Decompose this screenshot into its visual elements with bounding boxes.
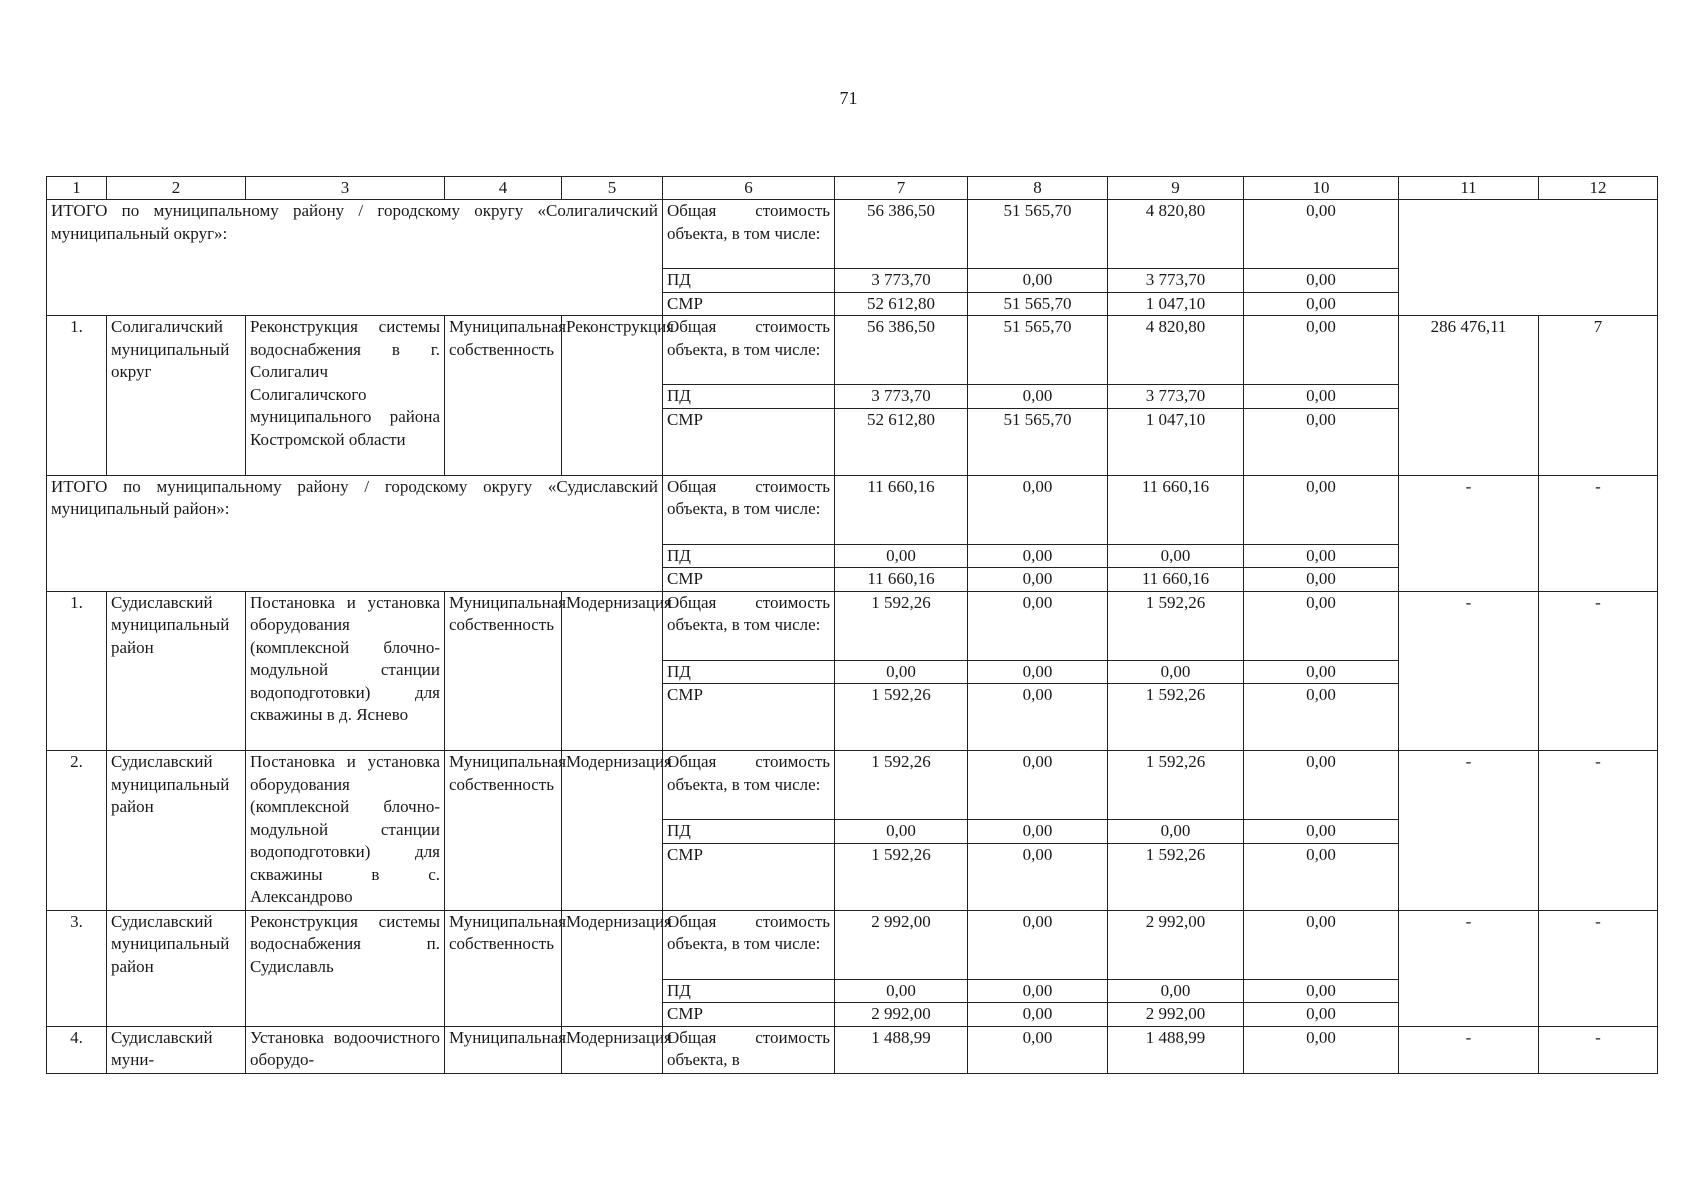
smr-label: СМР bbox=[663, 684, 835, 751]
item-ownership: Муниципальная собственность bbox=[445, 910, 562, 1026]
value-col7: 56 386,50 bbox=[835, 316, 968, 385]
value-col8: 0,00 bbox=[968, 385, 1108, 409]
group-total-row bbox=[47, 475, 1658, 544]
total-cost-label: Общая стоимость объекта, в том числе: bbox=[663, 591, 835, 660]
value-col8: 0,00 bbox=[968, 568, 1108, 592]
item-ownership: Муниципальная bbox=[445, 1026, 562, 1073]
value-col7: 1 592,26 bbox=[835, 751, 968, 820]
column-number: 2 bbox=[107, 177, 246, 200]
item-number: 3. bbox=[47, 910, 107, 1026]
value-col12: - bbox=[1539, 591, 1658, 751]
value-col7: 1 488,99 bbox=[835, 1026, 968, 1073]
total-cost-label: Общая стоимость объекта, в том числе: bbox=[663, 200, 835, 269]
item-object: Реконструкция системы водоснабжения п. Судиславль bbox=[246, 910, 445, 1026]
value-col7: 3 773,70 bbox=[835, 269, 968, 293]
item-row bbox=[47, 751, 1658, 820]
value-col8: 0,00 bbox=[968, 269, 1108, 293]
item-work-type: Модернизация bbox=[562, 591, 663, 751]
item-municipality: Судиславский муниципальный район bbox=[107, 751, 246, 911]
item-work-type: Модернизация bbox=[562, 751, 663, 911]
pd-label: ПД bbox=[663, 979, 835, 1003]
value-col7: 1 592,26 bbox=[835, 591, 968, 660]
item-object: Постановка и установка оборудования (комплексной блочно-модульной станции водоподготовки) для скважины в с. Александрово bbox=[246, 751, 445, 911]
value-col7: 52 612,80 bbox=[835, 408, 968, 475]
value-col10: 0,00 bbox=[1244, 591, 1399, 660]
value-col7: 1 592,26 bbox=[835, 843, 968, 910]
column-number: 10 bbox=[1244, 177, 1399, 200]
value-col12: 7 bbox=[1539, 316, 1658, 476]
value-col10: 0,00 bbox=[1244, 475, 1399, 544]
value-col12: - bbox=[1539, 475, 1658, 591]
pd-label: ПД bbox=[663, 660, 835, 684]
pd-label: ПД bbox=[663, 385, 835, 409]
value-col10: 0,00 bbox=[1244, 544, 1399, 568]
value-col10: 0,00 bbox=[1244, 751, 1399, 820]
value-col9: 11 660,16 bbox=[1108, 475, 1244, 544]
item-number: 1. bbox=[47, 316, 107, 476]
group-total-row bbox=[47, 200, 1658, 269]
value-col9: 0,00 bbox=[1108, 820, 1244, 844]
item-ownership: Муниципальная собственность bbox=[445, 751, 562, 911]
value-col8: 51 565,70 bbox=[968, 408, 1108, 475]
value-col10: 0,00 bbox=[1244, 292, 1399, 316]
value-col10: 0,00 bbox=[1244, 316, 1399, 385]
smr-label: СМР bbox=[663, 1003, 835, 1027]
item-number: 4. bbox=[47, 1026, 107, 1073]
value-col10: 0,00 bbox=[1244, 979, 1399, 1003]
value-col9: 1 592,26 bbox=[1108, 591, 1244, 660]
value-col9: 0,00 bbox=[1108, 660, 1244, 684]
pd-label: ПД bbox=[663, 820, 835, 844]
value-col9: 4 820,80 bbox=[1108, 316, 1244, 385]
value-col10: 0,00 bbox=[1244, 200, 1399, 269]
value-col10: 0,00 bbox=[1244, 684, 1399, 751]
value-col7: 0,00 bbox=[835, 820, 968, 844]
column-number: 9 bbox=[1108, 177, 1244, 200]
value-col8: 0,00 bbox=[968, 910, 1108, 979]
value-col11: - bbox=[1399, 475, 1539, 591]
value-col7: 3 773,70 bbox=[835, 385, 968, 409]
value-col12: - bbox=[1539, 1026, 1658, 1073]
column-number: 3 bbox=[246, 177, 445, 200]
item-row bbox=[47, 591, 1658, 660]
value-col9: 1 488,99 bbox=[1108, 1026, 1244, 1073]
value-col8: 0,00 bbox=[968, 820, 1108, 844]
item-municipality: Судиславский муниципальный район bbox=[107, 591, 246, 751]
item-object: Установка водоочистного оборудо- bbox=[246, 1026, 445, 1073]
column-number: 8 bbox=[968, 177, 1108, 200]
value-col8: 0,00 bbox=[968, 591, 1108, 660]
value-col11: - bbox=[1399, 751, 1539, 911]
value-col10: 0,00 bbox=[1244, 660, 1399, 684]
value-col8: 0,00 bbox=[968, 979, 1108, 1003]
value-col9: 0,00 bbox=[1108, 544, 1244, 568]
column-number: 1 bbox=[47, 177, 107, 200]
value-col8: 51 565,70 bbox=[968, 200, 1108, 269]
value-col9: 1 592,26 bbox=[1108, 751, 1244, 820]
value-col7: 2 992,00 bbox=[835, 910, 968, 979]
smr-label: СМР bbox=[663, 843, 835, 910]
value-col7: 0,00 bbox=[835, 979, 968, 1003]
value-col12: - bbox=[1539, 751, 1658, 911]
value-col9: 4 820,80 bbox=[1108, 200, 1244, 269]
value-col7: 2 992,00 bbox=[835, 1003, 968, 1027]
value-col10: 0,00 bbox=[1244, 568, 1399, 592]
column-number: 7 bbox=[835, 177, 968, 200]
value-col8: 0,00 bbox=[968, 544, 1108, 568]
value-col12: - bbox=[1539, 910, 1658, 1026]
smr-label: СМР bbox=[663, 568, 835, 592]
value-col10: 0,00 bbox=[1244, 910, 1399, 979]
group-total-label: ИТОГО по муниципальному району / городскому округу «Солигаличский муниципальный округ»: bbox=[47, 200, 663, 316]
item-object: Реконструкция системы водоснабжения в г. Солигалич Солигаличского муниципального района Костромской области bbox=[246, 316, 445, 476]
page-number: 71 bbox=[839, 88, 858, 108]
value-col10: 0,00 bbox=[1244, 843, 1399, 910]
value-col8: 0,00 bbox=[968, 475, 1108, 544]
investment-table bbox=[46, 176, 1658, 1074]
value-col8: 51 565,70 bbox=[968, 316, 1108, 385]
column-number: 5 bbox=[562, 177, 663, 200]
value-col11: - bbox=[1399, 591, 1539, 751]
value-col9: 1 047,10 bbox=[1108, 408, 1244, 475]
item-number: 2. bbox=[47, 751, 107, 911]
value-col9: 11 660,16 bbox=[1108, 568, 1244, 592]
item-municipality: Солигаличский муниципальный округ bbox=[107, 316, 246, 476]
value-col11: - bbox=[1399, 910, 1539, 1026]
value-col8: 0,00 bbox=[968, 1003, 1108, 1027]
smr-label: СМР bbox=[663, 292, 835, 316]
pd-label: ПД bbox=[663, 269, 835, 293]
item-row bbox=[47, 1026, 1658, 1073]
item-row bbox=[47, 910, 1658, 979]
item-ownership: Муниципальная собственность bbox=[445, 591, 562, 751]
total-cost-label: Общая стоимость объекта, в том числе: bbox=[663, 475, 835, 544]
item-ownership: Муниципальная собственность bbox=[445, 316, 562, 476]
value-col7: 1 592,26 bbox=[835, 684, 968, 751]
value-col8: 51 565,70 bbox=[968, 292, 1108, 316]
value-col9: 2 992,00 bbox=[1108, 1003, 1244, 1027]
value-col7: 56 386,50 bbox=[835, 200, 968, 269]
value-col10: 0,00 bbox=[1244, 269, 1399, 293]
value-col11: - bbox=[1399, 1026, 1539, 1073]
value-col10: 0,00 bbox=[1244, 1026, 1399, 1073]
column-number-row bbox=[47, 177, 1658, 200]
value-col8: 0,00 bbox=[968, 751, 1108, 820]
total-cost-label: Общая стоимость объекта, в том числе: bbox=[663, 910, 835, 979]
group-total-label: ИТОГО по муниципальному району / городскому округу «Судиславский муниципальный район»: bbox=[47, 475, 663, 591]
total-cost-label: Общая стоимость объекта, в том числе: bbox=[663, 751, 835, 820]
value-col7: 52 612,80 bbox=[835, 292, 968, 316]
smr-label: СМР bbox=[663, 408, 835, 475]
item-row bbox=[47, 316, 1658, 385]
value-col9: 2 992,00 bbox=[1108, 910, 1244, 979]
item-object: Постановка и установка оборудования (комплексной блочно-модульной станции водоподготовки) для скважины в д. Яснево bbox=[246, 591, 445, 751]
value-col8: 0,00 bbox=[968, 660, 1108, 684]
item-work-type: Реконструкция bbox=[562, 316, 663, 476]
item-work-type: Модернизация bbox=[562, 1026, 663, 1073]
value-col9: 3 773,70 bbox=[1108, 385, 1244, 409]
value-col10: 0,00 bbox=[1244, 820, 1399, 844]
value-col8: 0,00 bbox=[968, 684, 1108, 751]
pd-label: ПД bbox=[663, 544, 835, 568]
item-work-type: Модернизация bbox=[562, 910, 663, 1026]
value-col9: 1 592,26 bbox=[1108, 843, 1244, 910]
value-col10: 0,00 bbox=[1244, 1003, 1399, 1027]
value-col7: 0,00 bbox=[835, 660, 968, 684]
column-number: 6 bbox=[663, 177, 835, 200]
value-col9: 3 773,70 bbox=[1108, 269, 1244, 293]
value-col8: 0,00 bbox=[968, 1026, 1108, 1073]
item-municipality: Судиславский муниципальный район bbox=[107, 910, 246, 1026]
value-col9: 1 592,26 bbox=[1108, 684, 1244, 751]
value-col11-12 bbox=[1399, 200, 1658, 316]
value-col10: 0,00 bbox=[1244, 408, 1399, 475]
column-number: 11 bbox=[1399, 177, 1539, 200]
value-col7: 11 660,16 bbox=[835, 568, 968, 592]
item-municipality: Судиславский муни- bbox=[107, 1026, 246, 1073]
value-col9: 0,00 bbox=[1108, 979, 1244, 1003]
value-col7: 0,00 bbox=[835, 544, 968, 568]
value-col8: 0,00 bbox=[968, 843, 1108, 910]
column-number: 12 bbox=[1539, 177, 1658, 200]
column-number: 4 bbox=[445, 177, 562, 200]
value-col7: 11 660,16 bbox=[835, 475, 968, 544]
item-number: 1. bbox=[47, 591, 107, 751]
total-cost-label: Общая стоимость объекта, в bbox=[663, 1026, 835, 1073]
value-col11: 286 476,11 bbox=[1399, 316, 1539, 476]
value-col10: 0,00 bbox=[1244, 385, 1399, 409]
total-cost-label: Общая стоимость объекта, в том числе: bbox=[663, 316, 835, 385]
value-col9: 1 047,10 bbox=[1108, 292, 1244, 316]
